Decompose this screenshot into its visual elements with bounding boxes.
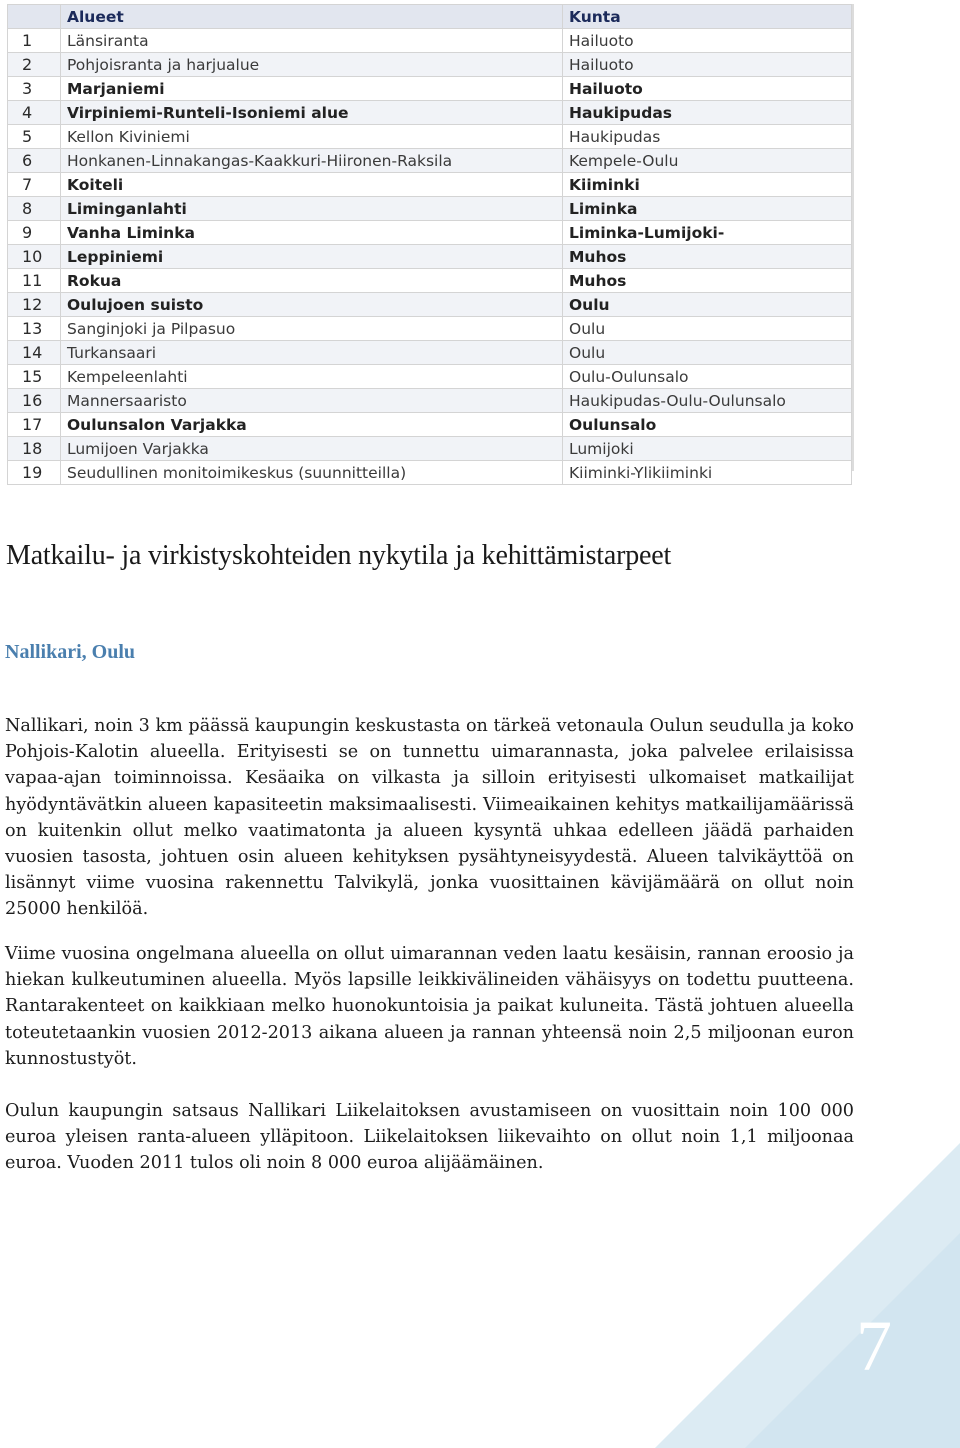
header-num — [8, 5, 61, 29]
area-name: Länsiranta — [61, 29, 563, 53]
table-row — [8, 149, 852, 173]
row-number: 3 — [8, 77, 61, 101]
table-row — [8, 197, 852, 221]
row-number: 19 — [8, 461, 61, 485]
table-row — [8, 77, 852, 101]
municipality-name: Muhos — [563, 269, 852, 293]
area-name: Kellon Kiviniemi — [61, 125, 563, 149]
municipality-name: Haukipudas — [563, 101, 852, 125]
area-name: Virpiniemi-Runteli-Isoniemi alue — [61, 101, 563, 125]
row-number: 15 — [8, 365, 61, 389]
municipality-name: Liminka-Lumijoki- — [563, 221, 852, 245]
area-name: Liminganlahti — [61, 197, 563, 221]
table-body — [8, 29, 852, 485]
table-row — [8, 317, 852, 341]
area-name: Kempeleenlahti — [61, 365, 563, 389]
table-row — [8, 461, 852, 485]
areas-table — [7, 4, 852, 485]
row-number: 9 — [8, 221, 61, 245]
table-row — [8, 53, 852, 77]
row-number: 17 — [8, 413, 61, 437]
table-row — [8, 269, 852, 293]
municipality-name: Kiiminki — [563, 173, 852, 197]
area-name: Mannersaaristo — [61, 389, 563, 413]
municipality-name: Kempele-Oulu — [563, 149, 852, 173]
municipality-name: Hailuoto — [563, 77, 852, 101]
header-area: Alueet — [61, 5, 563, 29]
municipality-name: Hailuoto — [563, 29, 852, 53]
area-name: Oulunsalon Varjakka — [61, 413, 563, 437]
row-number: 14 — [8, 341, 61, 365]
table-row — [8, 293, 852, 317]
table-row — [8, 101, 852, 125]
table-row — [8, 221, 852, 245]
municipality-name: Haukipudas — [563, 125, 852, 149]
row-number: 5 — [8, 125, 61, 149]
row-number: 12 — [8, 293, 61, 317]
page-heading: Matkailu- ja virkistyskohteiden nykytila ja kehittämistarpeet — [6, 540, 672, 571]
area-name: Lumijoen Varjakka — [61, 437, 563, 461]
area-name: Leppiniemi — [61, 245, 563, 269]
municipality-name: Hailuoto — [563, 53, 852, 77]
header-municipality: Kunta — [563, 5, 852, 29]
table-row — [8, 29, 852, 53]
paragraph-1: Nallikari, noin 3 km päässä kaupungin keskustasta on tärkeä vetonaula Oulun seudulla ja koko Pohjois-Kalotin alueella. Erityisesti se on tunnettu uimarannasta, joka palvelee erilaisissa vapaa-ajan toiminnoissa. Kesäaika on vilkasta ja silloin erityisesti ulkomaiset matkailijat hyödyntävätkin alueen kapasiteetin maksimaalisesti. Viimeaikainen kehitys matkailijamäärissä on kuitenkin ollut melko vaatimatonta ja alueen kysyntä uhkaa edelleen jäädä parhaiden vuosien tasosta, johtuen osin alueen kehityksen pysähtyneisyydestä. Alueen talvikäyttöä on lisännyt viime vuosina rakennettu Talvikylä, jonka vuosittainen kävijämäärä on ollut noin 25000 henkilöä. — [5, 716, 854, 920]
table-row — [8, 173, 852, 197]
row-number: 4 — [8, 101, 61, 125]
municipality-name: Haukipudas-Oulu-Oulunsalo — [563, 389, 852, 413]
municipality-name: Oulu — [563, 317, 852, 341]
corner-decoration — [655, 1143, 960, 1448]
areas-table-image — [7, 4, 854, 482]
municipality-name: Oulu — [563, 293, 852, 317]
area-name: Vanha Liminka — [61, 221, 563, 245]
row-number: 16 — [8, 389, 61, 413]
row-number: 8 — [8, 197, 61, 221]
row-number: 10 — [8, 245, 61, 269]
municipality-name: Oulunsalo — [563, 413, 852, 437]
area-name: Rokua — [61, 269, 563, 293]
municipality-name: Oulu-Oulunsalo — [563, 365, 852, 389]
area-name: Turkansaari — [61, 341, 563, 365]
area-name: Seudullinen monitoimikeskus (suunnitteilla) — [61, 461, 563, 485]
table-row — [8, 125, 852, 149]
row-number: 7 — [8, 173, 61, 197]
page-number: 7 — [856, 1306, 892, 1386]
area-name: Oulujoen suisto — [61, 293, 563, 317]
table-row — [8, 437, 852, 461]
paragraph-3: Oulun kaupungin satsaus Nallikari Liikelaitoksen avustamiseen on vuosittain noin 100 000 euroa yleisen ranta-alueen ylläpitoon. Liikelaitoksen liikevaihto on ollut noin 1,1 miljoonaa euroa. Vuoden 2011 tulos oli noin 8 000 euroa alijäämäinen. — [5, 1101, 854, 1174]
table-row — [8, 245, 852, 269]
row-number: 11 — [8, 269, 61, 293]
table-row — [8, 389, 852, 413]
table-row — [8, 341, 852, 365]
section-subheading: Nallikari, Oulu — [5, 641, 136, 663]
municipality-name: Kiiminki-Ylikiiminki — [563, 461, 852, 485]
municipality-name: Oulu — [563, 341, 852, 365]
area-name: Pohjoisranta ja harjualue — [61, 53, 563, 77]
municipality-name: Lumijoki — [563, 437, 852, 461]
table-header-row — [8, 5, 852, 29]
municipality-name: Liminka — [563, 197, 852, 221]
table-row — [8, 413, 852, 437]
table-row — [8, 365, 852, 389]
area-name: Sanginjoki ja Pilpasuo — [61, 317, 563, 341]
row-number: 18 — [8, 437, 61, 461]
row-number: 13 — [8, 317, 61, 341]
row-number: 1 — [8, 29, 61, 53]
municipality-name: Muhos — [563, 245, 852, 269]
area-name: Koiteli — [61, 173, 563, 197]
paragraph-2: Viime vuosina ongelmana alueella on ollut uimarannan veden laatu kesäisin, rannan eroosio ja hiekan kulkeutuminen alueella. Myös lapsille leikkivälineiden vähäisyys on todettu puutteena. Rantarakenteet on kaikkiaan melko huonokuntoisia ja paikat kuluneita. Tästä johtuen alueella toteutetaankin vuosien 2012-2013 aikana alueen ja rannan yhteensä noin 2,5 miljoonan euron kunnostustyöt. — [5, 944, 854, 1069]
row-number: 2 — [8, 53, 61, 77]
area-name: Honkanen-Linnakangas-Kaakkuri-Hiironen-Raksila — [61, 149, 563, 173]
row-number: 6 — [8, 149, 61, 173]
area-name: Marjaniemi — [61, 77, 563, 101]
